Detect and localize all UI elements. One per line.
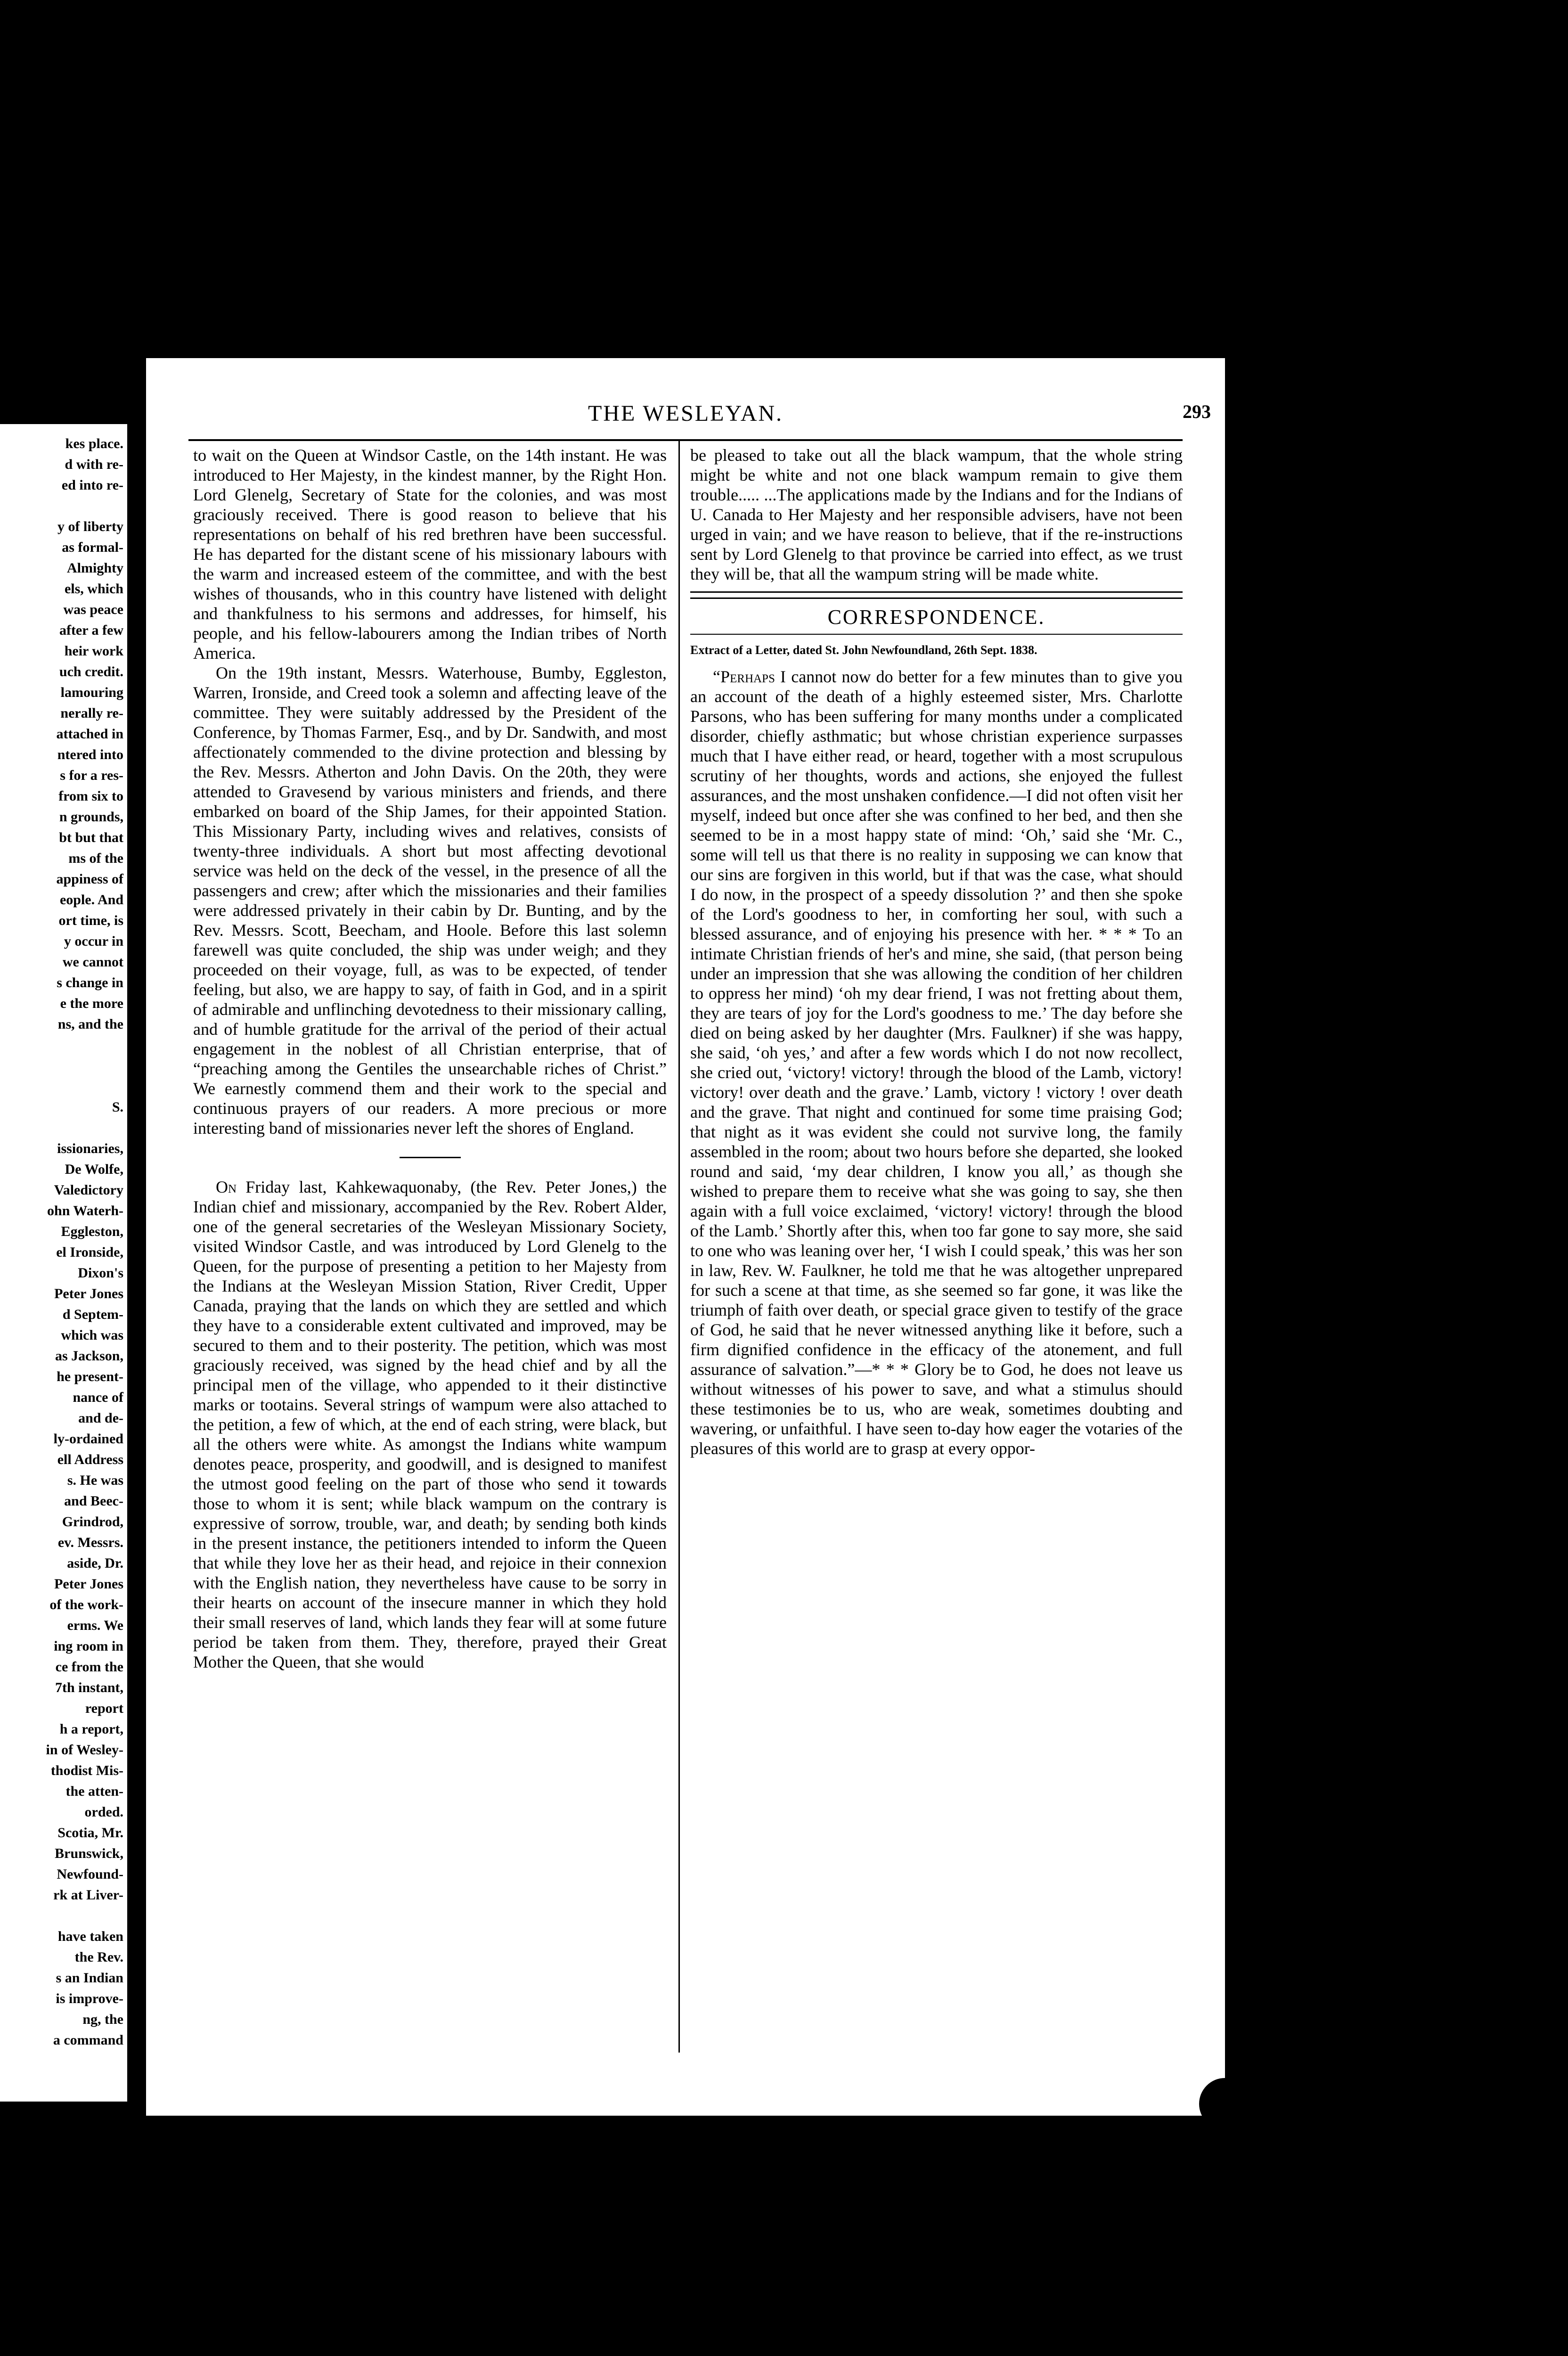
text-fragment: report: [85, 1701, 123, 1716]
text-fragment: from six to: [58, 788, 123, 804]
article-paragraph: to wait on the Queen at Windsor Castle, on the 14th instant. He was introduced to Her Majesty, in the kindest manner, by the Right Hon. Lord Glenelg, Secretary of State for the colonies, and was most graciously received. There is good reason to believe that his representations on behalf of his red brethren have been successful. He has departed for the distant scene of his missionary labours with the warm and increased esteem of the committee, and with the best wishes of thousands, who in this country have listened with delight and thankfulness to his sermons and addresses, for himself, his people, and his fellow-labourers among the Indian tribes of North America.: [193, 446, 667, 663]
text-fragment: appiness of: [56, 871, 123, 887]
text-fragment: d with re-: [65, 457, 123, 472]
text-fragment: n grounds,: [59, 809, 123, 825]
text-fragment: Almighty: [67, 560, 123, 576]
newspaper-page: [146, 358, 1225, 2116]
text-fragment: after a few: [59, 622, 123, 638]
extract-heading: Extract of a Letter, dated St. John Newfoundland, 26th Sept. 1838.: [690, 643, 1037, 657]
text-fragment: heir work: [64, 643, 123, 659]
text-fragment: ev. Messrs.: [57, 1535, 123, 1550]
text-fragment: have taken: [57, 1929, 123, 1944]
page-number: 293: [1183, 401, 1211, 422]
left-column: [193, 445, 667, 1672]
text-fragment: nerally re-: [60, 705, 123, 721]
page-title: THE WESLEYAN.: [588, 401, 784, 426]
text-fragment: 7th instant,: [55, 1680, 123, 1695]
separator: [400, 1157, 461, 1158]
text-fragment: uch credit.: [59, 664, 123, 679]
text-fragment: was peace: [63, 602, 123, 617]
article-paragraph: [193, 1177, 667, 1672]
text-fragment: y of liberty: [57, 519, 123, 534]
text-fragment: issionaries,: [57, 1141, 123, 1156]
text-fragment: s change in: [57, 975, 123, 990]
text-fragment: s for a res-: [60, 768, 123, 783]
text-fragment: we cannot: [62, 954, 123, 970]
text-fragment: Peter Jones: [54, 1286, 123, 1301]
section-title: CORRESPONDENCE.: [827, 605, 1045, 629]
text-fragment: Newfound-: [57, 1866, 123, 1882]
text-fragment: is improve-: [56, 1991, 123, 2006]
text-fragment: Peter Jones: [54, 1576, 123, 1592]
text-fragment: a command: [53, 2032, 123, 2048]
header-rule: [188, 439, 1183, 441]
text-fragment: Dixon's: [78, 1265, 123, 1281]
text-fragment: erms. We: [67, 1618, 123, 1633]
text-fragment: the atten-: [65, 1783, 123, 1799]
text-fragment: and Beec-: [64, 1493, 123, 1509]
text-fragment: Scotia, Mr.: [57, 1825, 123, 1841]
text-fragment: aside, Dr.: [67, 1555, 123, 1571]
section-rule: [690, 591, 1183, 599]
text-fragment: orded.: [84, 1804, 123, 1820]
text-fragment: Grindrod,: [62, 1514, 123, 1530]
text-fragment: ms of the: [68, 851, 123, 866]
page-header: [146, 401, 1225, 434]
text-fragment: lamouring: [60, 685, 123, 700]
paragraph-text: Friday last, Kahkewaquonaby, (the Rev. Peter Jones,) the Indian chief and missionary, accompanied by the Rev. Robert Alder, one of the general secretaries of the Wesleyan Missionary Society, visited Windsor Castle, and was introduced by Lord Glenelg to the Queen, for the purpose of presenting a petition to her Majesty from the Indians at the Wesleyan Mission Station, River Credit, Upper Canada, praying that the lands on which they are settled and which they have to a considerable extent cultivated and improved, may be secured to them and to their posterity. The petition, which was most graciously received, was signed by the head chief and by all the principal men of the village, who appended to it their distinctive marks or tootains. Several strings of wampum were also attached to the petition, a few of which, at the end of each string, were black, but all the others were white. As amongst the Indians white wampum denotes peace, prosperity, and goodwill, and is designed to manifest the utmost good feeling on the part of those who send it towards those to whom it is sent; while black wampum on the contrary is expressive of sorrow, trouble, war, and death; by sending both kinds in the present instance, the petitioners intended to inform the Queen that while they love her as their head, and rejoice in their connexion with the English nation, they nevertheless have cause to be sorry in their hearts on account of the insecure manner in which they hold their small reserves of land, which lands they fear will at some future period be taken from them. They, therefore, prayed their Great Mother the Queen, that she would: [193, 1178, 667, 1671]
text-fragment: rk at Liver-: [53, 1887, 123, 1903]
text-fragment: ns, and the: [57, 1016, 123, 1032]
text-fragment: attached in: [56, 726, 123, 742]
lead-word: On: [216, 1178, 237, 1196]
text-fragment: eople. And: [59, 892, 123, 908]
column-divider: [678, 441, 680, 2053]
text-fragment: d Septem-: [62, 1307, 123, 1322]
letter-text: [690, 667, 1183, 1458]
text-fragment: els, which: [64, 581, 123, 597]
text-fragment: el Ironside,: [56, 1244, 123, 1260]
text-fragment: h a report,: [59, 1721, 123, 1737]
text-fragment: ohn Waterh-: [47, 1203, 123, 1219]
text-fragment: S.: [112, 1099, 123, 1115]
text-fragment: bt but that: [59, 830, 123, 845]
text-fragment: which was: [61, 1327, 123, 1343]
text-fragment: Valedictory: [54, 1182, 123, 1198]
adjacent-page-fragment: [0, 424, 127, 2102]
text-fragment: s. He was: [67, 1472, 123, 1488]
text-fragment: in of Wesley-: [46, 1742, 123, 1758]
text-fragment: as Jackson,: [55, 1348, 123, 1364]
text-fragment: ce from the: [55, 1659, 123, 1675]
text-fragment: thodist Mis-: [50, 1763, 123, 1778]
text-fragment: the Rev.: [74, 1949, 123, 1965]
text-fragment: Brunswick,: [55, 1846, 123, 1861]
text-fragment: and de-: [78, 1410, 123, 1426]
text-fragment: ort time, is: [58, 913, 123, 928]
text-fragment: s an Indian: [56, 1970, 123, 1986]
text-fragment: ing room in: [54, 1638, 123, 1654]
text-fragment: ed into re-: [61, 477, 123, 493]
text-fragment: ng, the: [82, 2012, 123, 2027]
text-fragment: e the more: [60, 996, 123, 1011]
text-fragment: he present-: [57, 1369, 123, 1384]
text-fragment: ntered into: [57, 747, 123, 762]
lead-word: “Perhaps: [713, 667, 775, 686]
text-fragment: of the work-: [49, 1597, 123, 1612]
text-fragment: ly-ordained: [53, 1431, 123, 1447]
text-fragment: nance of: [73, 1390, 123, 1405]
section-rule-thin: [690, 634, 1183, 635]
article-paragraph: On the 19th instant, Messrs. Waterhouse, Bumby, Eggleston, Warren, Ironside, and Creed took a solemn and affecting leave of the committee. They were suitably addressed by the President of the Conference, by Thomas Farmer, Esq., and by Dr. Sandwith, and most affectionately commended to the divine protection and blessing by the Rev. Messrs. Atherton and John Davis. On the 20th, they were attended to Gravesend by various ministers and friends, and there embarked on board of the Ship James, for their appointed Station. This Missionary Party, including wives and relatives, consists of twenty-three individuals. A short but most affecting devotional service was held on the deck of the vessel, in the presence of all the passengers and crew; after which the missionaries and their families were addressed privately in their cabin by Dr. Bunting, and by the Rev. Messrs. Scott, Beecham, and Hoole. Before this last solemn farewell was quite concluded, the ship was under weigh; and they proceeded on their voyage, full, as was to be expected, of tender feeling, but also, we are happy to say, of faith in God, and in a spirit of admirable and unflinching devotedness to their missionary calling, and of humble gratitude for the arrival of the period of their actual engagement in the noblest of all Christian enterprise, that of “preaching among the Gentiles the unsearchable riches of Christ.” We earnestly commend them and their work to the special and continuous prayers of our readers. A more precious or more interesting band of missionaries never left the shores of England.: [193, 663, 667, 1137]
text-fragment: as formal-: [62, 540, 123, 555]
text-fragment: y occur in: [64, 933, 123, 949]
text-fragment: kes place.: [65, 436, 123, 451]
text-fragment: Eggleston,: [61, 1224, 123, 1239]
text-fragment: De Wolfe,: [65, 1162, 123, 1177]
paragraph-text: I cannot now do better for a few minutes than to give you an account of the death of a highly esteemed sister, Mrs. Charlotte Parsons, who has been suffering for many months under a complicated disorder, chiefly asthmatic; but whose christian experience surpasses much that I have either read, or heard, together with a most scrupulous scrutiny of her thoughts, words and actions, she enjoyed the fullest assurances, and the most unshaken confidence.—I did not often visit her myself, indeed but once after she was confined to her bed, and then she seemed to be in a most happy state of mind: ‘Oh,’ said she ‘Mr. C., some will tell us that there is no reality in supposing we can know that our sins are forgiven in this world, but if that was the case, what should I do now, in the prospect of a speedy dissolution ?’ and then she spoke of the Lord's goodness to her, in comforting her soul, with such a blessed assurance, and of enjoying his presence with her. * * * To an intimate Christian friends of her's and mine, she said, (that person being under an impression that she was allowing the condition of her children to oppress her mind) ‘oh my dear friend, I was not fretting about them, they are tears of joy for the Lord's goodness to me.’ The day before she died on being asked by her daughter (Mrs. Faulkner) if she was happy, she said, ‘oh yes,’ and after a few words which I do not now recollect, she cried out, ‘victory! victory! through the blood of the Lamb, victory! victory! over death and the grave.’ Lamb, victory ! victory ! over death and the grave. That night and continued for some time praising God; that night as it was evident she could not survive long, the family assembled in the room; about two hours before she departed, she looked round and said, ‘my dear children, I know you all,’ as though she wished to prepare them to receive what she was going to say, she then again with a full voice exclaimed, ‘victory! victory! through the blood of the Lamb.’ Shortly after this, when too far gone to say more, she said to one who was leaning over her, ‘I wish I could speak,’ this was her son in law, Rev. W. Faulkner, he told me that he was altogether unprepared for such a scene at that time, as she seemed so far gone, it was like the triumph of faith over death, or special grace given to testify of the grace of God, he said that he never witnessed anything like it before, such a firm dignified confidence in the efficacy of the atonement, and full assurance of salvation.”—* * * Glory be to God, he does not leave us without witnesses of his power to save, and what a stimulus should these testimonies be to us, who are weak, sometimes doubting and wavering, or unfaithful. I have seen to-day how eager the votaries of the pleasures of this world are to grasp at every oppor-: [690, 667, 1183, 1458]
page-corner-shadow: [1199, 2078, 1251, 2130]
right-column: [690, 445, 1183, 1458]
text-fragment: ell Address: [57, 1452, 123, 1467]
article-paragraph: be pleased to take out all the black wampum, that the whole string might be white and not one black wampum remain to give them trouble..... ...The applications made by the Indians and for the Indians of U. Canada to Her Majesty and her responsible advisers, have not been urged in vain; and we have reason to believe, that if the re-instructions sent by Lord Glenelg to that province be carried into effect, as we trust they will be, that all the wampum string will be made white.: [690, 446, 1183, 583]
